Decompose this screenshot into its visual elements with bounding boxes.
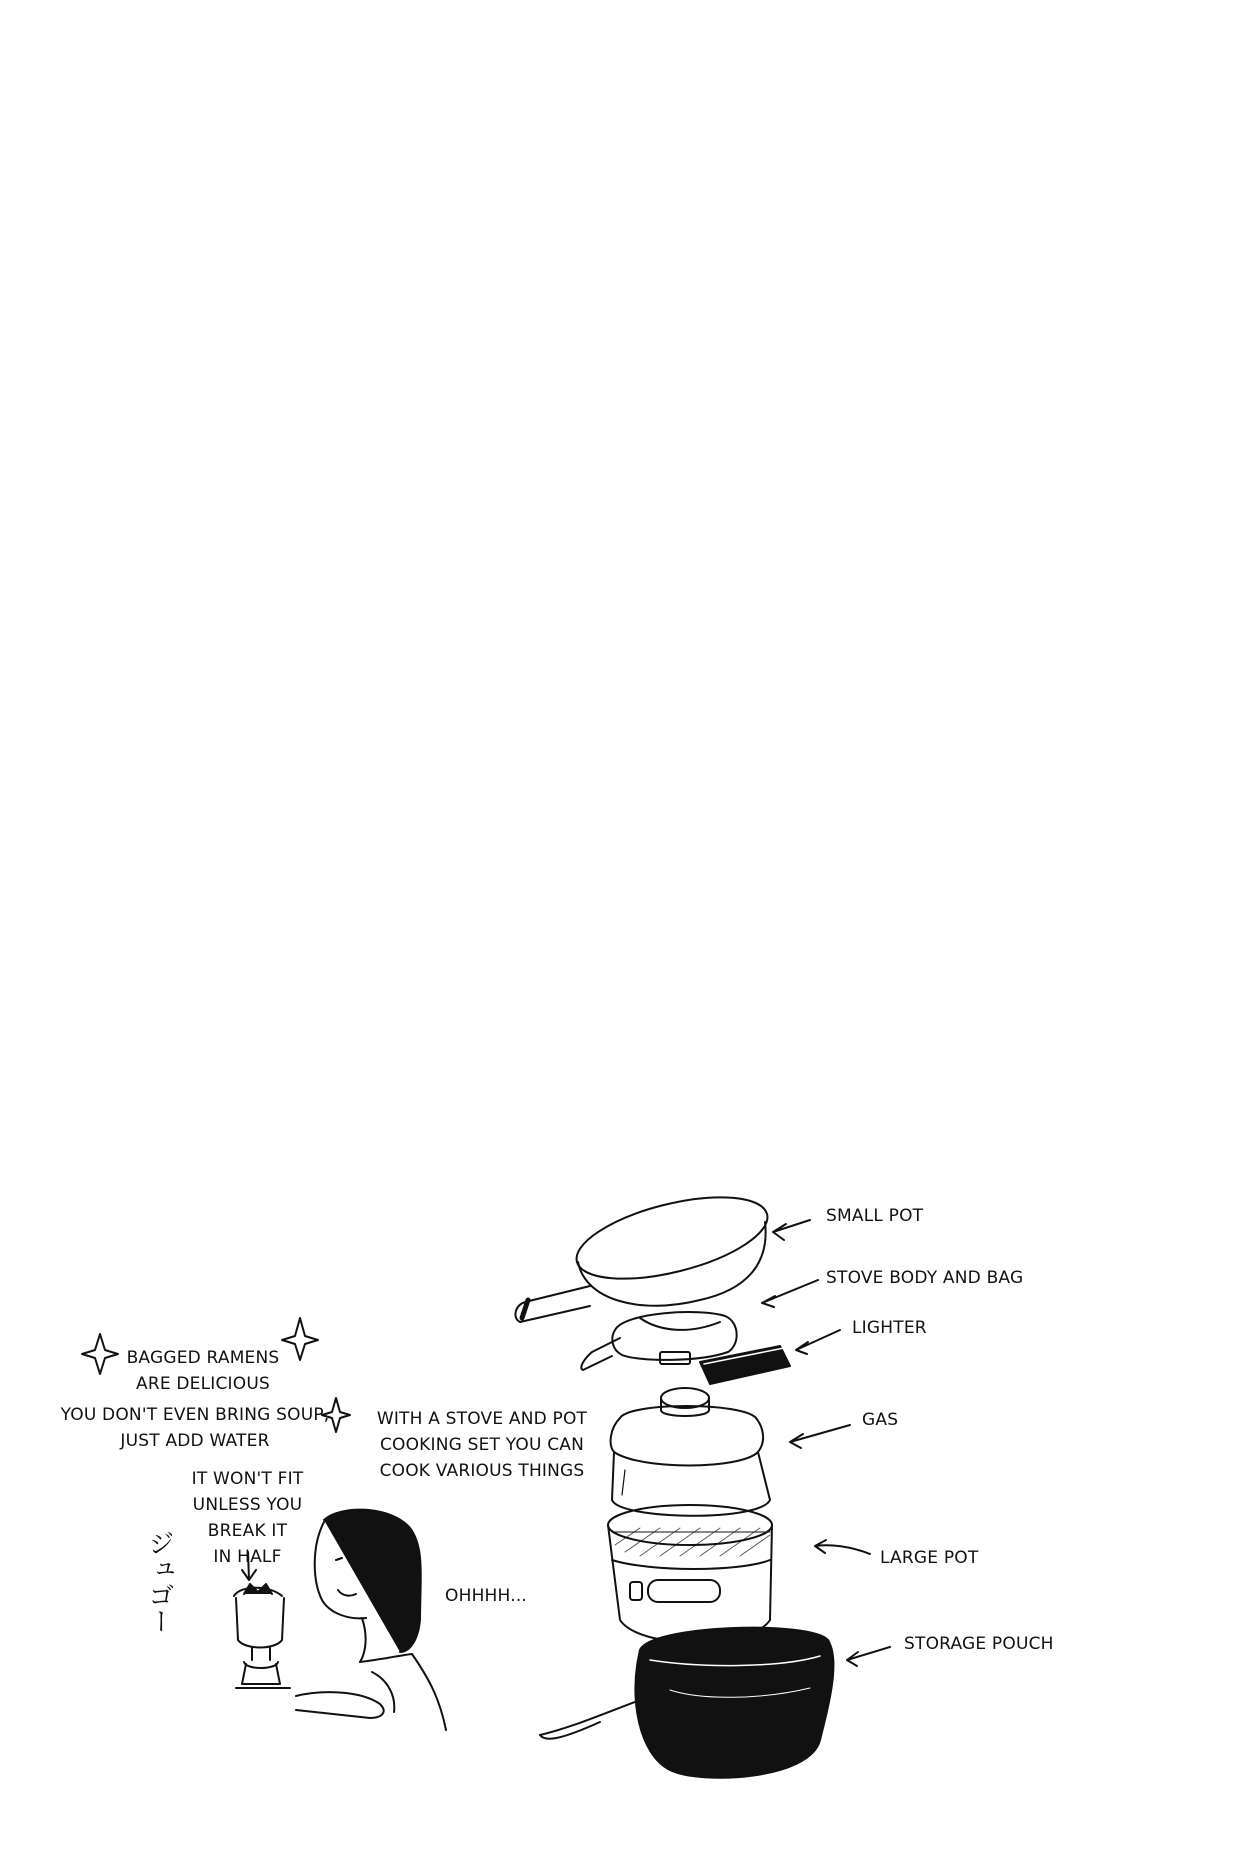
- label-small-pot: SMALL POT: [826, 1206, 924, 1226]
- small-pot-drawing: [515, 1181, 775, 1322]
- caption-left-line2: ARE DELICIOUS: [135, 1374, 270, 1394]
- large-pot-drawing: [608, 1505, 772, 1643]
- mini-stove-drawing: [234, 1584, 290, 1688]
- caption-left-line1: BAGGED RAMENS: [126, 1348, 280, 1368]
- caption-fit-line4: IN HALF: [213, 1547, 282, 1567]
- lighter-drawing: [700, 1346, 790, 1384]
- caption-fit-line2: UNLESS YOU: [192, 1495, 303, 1515]
- gas-canister-drawing: [611, 1388, 770, 1516]
- caption-left-line3: YOU DON'T EVEN BRING SOUP,: [60, 1405, 330, 1425]
- caption-soup: [55, 1402, 335, 1454]
- arrow-small-pot: [773, 1220, 810, 1240]
- caption-mid-line3: COOK VARIOUS THINGS: [379, 1461, 585, 1481]
- caption-stove-pot-set: [372, 1406, 592, 1484]
- caption-fit-line1: IT WON'T FIT: [191, 1469, 304, 1489]
- sparkle-icon: [82, 1334, 118, 1374]
- caption-mid-line1: WITH A STOVE AND POT: [376, 1409, 588, 1429]
- exclaim-ohhhh: OHHHH...: [445, 1586, 528, 1606]
- sfx-sizzle: ジュゴー: [144, 1530, 174, 1634]
- label-storage-pouch: STORAGE POUCH: [904, 1634, 1054, 1654]
- caption-left-line4: JUST ADD WATER: [120, 1431, 270, 1451]
- arrow-gas: [790, 1425, 850, 1448]
- arrow-lighter: [796, 1330, 840, 1354]
- label-stove-body-bag: STOVE BODY AND BAG: [826, 1268, 1024, 1288]
- caption-fit-line3: BREAK IT: [207, 1521, 288, 1541]
- caption-mid-line2: COOKING SET YOU CAN: [379, 1435, 585, 1455]
- storage-pouch-drawing: [540, 1628, 833, 1778]
- arrow-storage-pouch: [847, 1647, 890, 1666]
- label-lighter: LIGHTER: [852, 1318, 927, 1338]
- caption-break-in-half: [170, 1466, 325, 1570]
- arrow-large-pot: [815, 1540, 870, 1554]
- caption-bagged-ramens: [118, 1345, 288, 1397]
- label-gas: GAS: [862, 1410, 899, 1430]
- arrow-stove-bag: [762, 1280, 818, 1307]
- label-large-pot: LARGE POT: [880, 1548, 979, 1568]
